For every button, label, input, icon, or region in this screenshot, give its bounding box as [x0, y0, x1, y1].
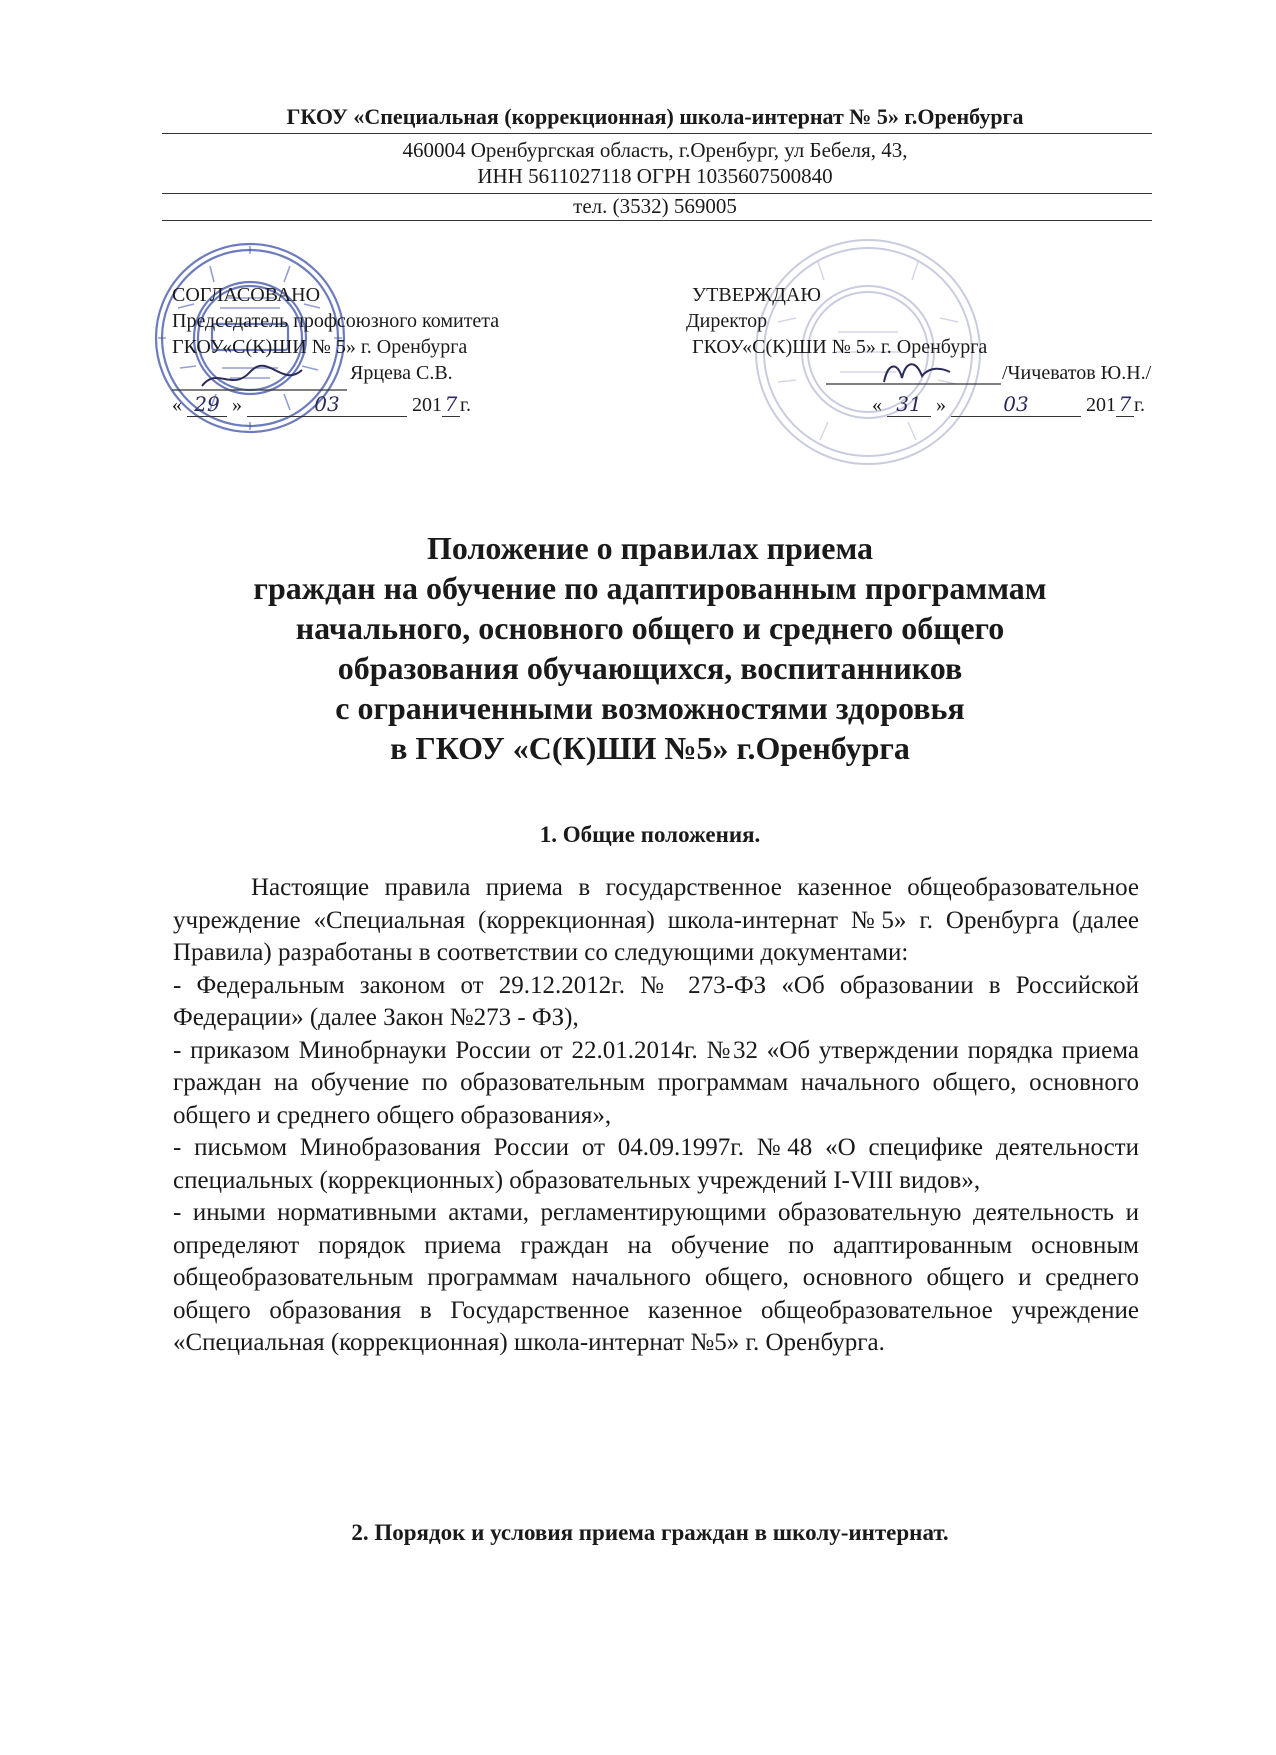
title-line: в ГКОУ «С(К)ШИ №5» г.Оренбурга [390, 730, 910, 766]
title-line: граждан на обучение по адаптированным программам [253, 570, 1047, 606]
approval-right-month: 03 [951, 392, 1081, 417]
approval-right-date: « 31 » 03 201 7 г. [872, 392, 1145, 416]
letterhead-address: 460004 Оренбургская область, г.Оренбург, ул Бебеля, 43, [402, 138, 908, 162]
section-1-heading: 1. Общие положения. [539, 822, 761, 847]
title-line: образования обучающихся, воспитанников [337, 650, 963, 686]
approval-right-day: 31 [887, 392, 931, 417]
body-paragraph: - иными нормативными актами, регламентирующими образовательную деятельность и определяют порядок приема граждан на обучение по адаптированным основным общеобразовательным программам начального общего, основного общего и среднего общего образования в Государственное казенное общеобразовательное учреждение «Специальная (коррекционная) школа-интернат №5» г. Оренбурга. [173, 1199, 1139, 1356]
approval-right-year-digit: 7 [1116, 392, 1134, 417]
letterhead-divider-top [162, 133, 1152, 134]
title-line: начального, основного общего и среднего общего [295, 610, 1005, 646]
letterhead-org: ГКОУ «Специальная (коррекционная) школа-интернат № 5» г.Оренбурга [286, 104, 1024, 129]
letterhead-phone: тел. (3532) 569005 [573, 194, 737, 218]
approval-left-heading: СОГЛАСОВАНО [172, 284, 321, 306]
letterhead-divider-bottom [162, 220, 1152, 221]
document-title [150, 528, 1150, 768]
signature-left [172, 362, 347, 396]
approval-left-date: « 29 » 03 201 7 г. [172, 392, 471, 416]
body-paragraph: - приказом Минобрнауки России от 22.01.2014г. №32 «Об утверждении порядка приема граждан на обучение по образовательным программам начального общего, основного общего и среднего общего образования», [173, 1036, 1139, 1129]
body-paragraph: Настоящие правила приема в государственное казенное общеобразовательное учреждение «Специальная (коррекционная) школа-интернат №5» г. Оренбурга (далее Правила) разработаны в соответствии со следующими документами: [173, 874, 1139, 966]
title-line: с ограниченными возможностями здоровья [335, 690, 965, 726]
body-paragraph: - письмом Минобразования России от 04.09.1997г. №48 «О специфике деятельности специальных (коррекционных) образовательных учреждений I-VIII видов», [173, 1134, 1139, 1194]
letterhead-ids: ИНН 5611027118 ОГРН 1035607500840 [477, 164, 833, 188]
approval-left-org: ГКОУ«С(К)ШИ № 5» г. Оренбурга [172, 336, 468, 358]
document-body [173, 872, 1139, 1360]
section-2-heading: 2. Порядок и условия приема граждан в школу-интернат. [351, 1520, 949, 1545]
approval-right-position: Директор [686, 310, 768, 332]
signature-right [826, 356, 1001, 390]
body-paragraph: - Федеральным законом от 29.12.2012г. № 273-ФЗ «Об образовании в Российской Федерации» (далее Закон №273 - ФЗ), [173, 971, 1139, 1031]
title-line: Положение о правилах приема [426, 530, 874, 566]
approval-right-org: ГКОУ«С(К)ШИ № 5» г. Оренбурга [692, 336, 988, 358]
approval-left-name: Ярцева С.В. [350, 362, 453, 384]
approval-left-year-digit: 7 [442, 392, 460, 417]
approval-left-day: 29 [187, 392, 227, 417]
approval-left-position: Председатель профсоюзного комитета [172, 310, 500, 332]
approval-right-name: /Чичеватов Ю.Н./ [1002, 362, 1152, 384]
approval-left-month: 03 [247, 392, 407, 417]
approval-right-heading: УТВЕРЖДАЮ [692, 284, 821, 306]
